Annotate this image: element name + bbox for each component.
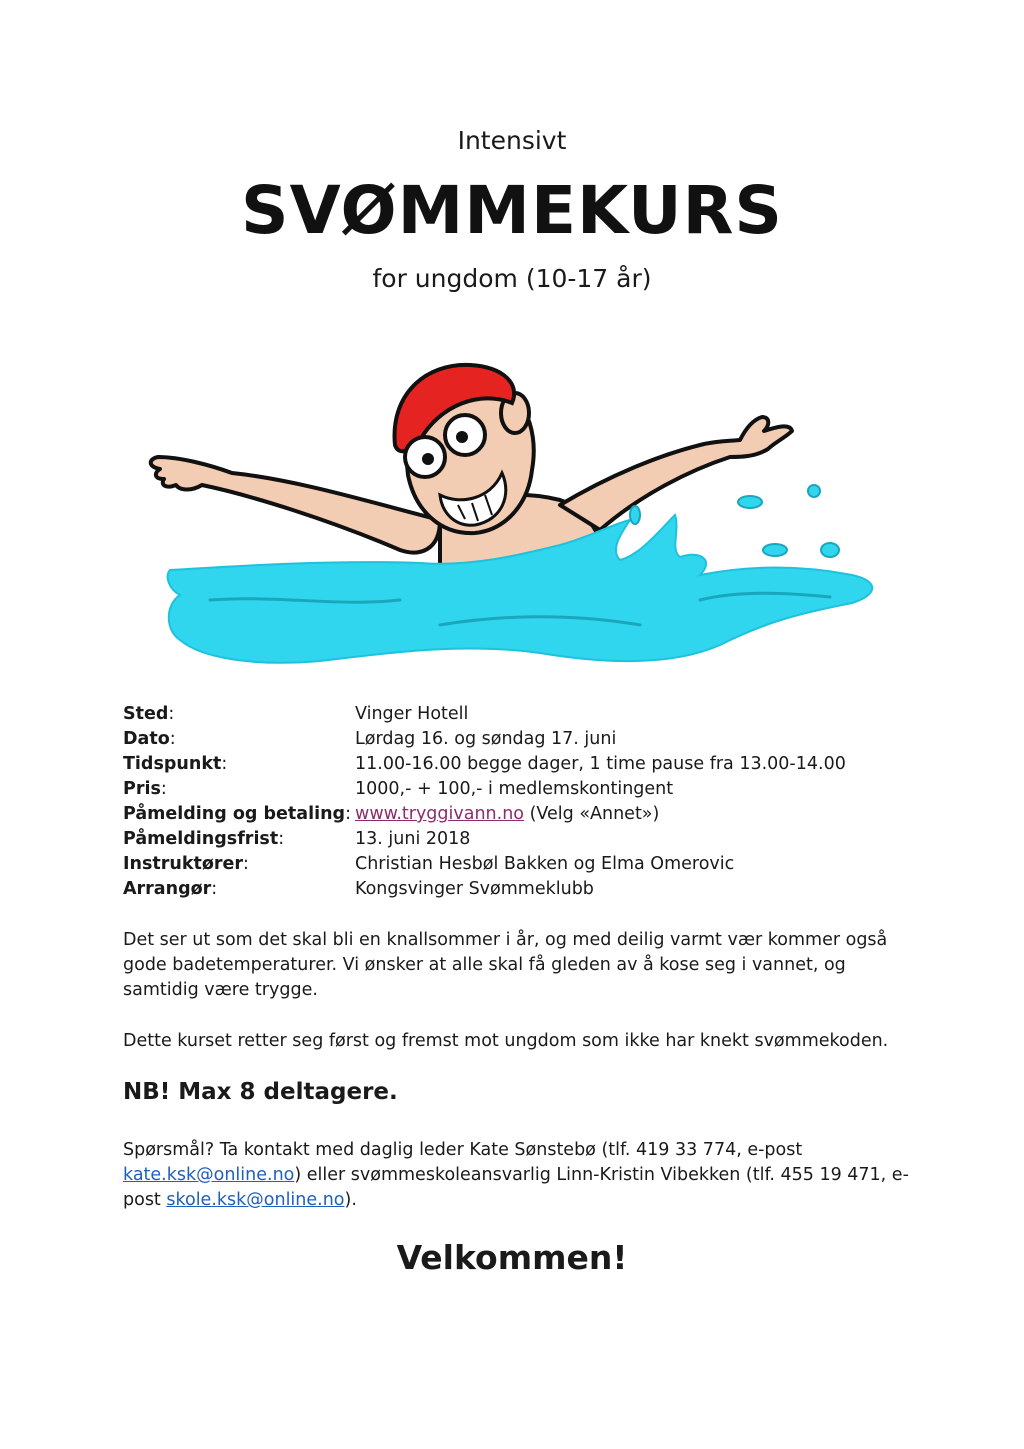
intro-paragraph: Det ser ut som det skal bli en knallsommer i år, og med deilig varmt vær kommer også gode badetemperaturer. Vi ønsker at alle skal få gleden av å kose seg i vannet, og samtidig være trygge. [123, 930, 888, 1000]
info-row-dato: Dato: Lørdag 16. og søndag 17. juni [123, 727, 923, 752]
info-label: Påmelding og betaling [123, 804, 346, 824]
info-row-instruktorer: Instruktører: Christian Hesbøl Bakken og Elma Omerovic [123, 852, 923, 877]
contact-paragraph [123, 1138, 913, 1213]
water-drop [763, 544, 787, 556]
subtitle: for ungdom (10-17 år) [372, 264, 652, 293]
swimmer-left-arm [151, 457, 440, 552]
info-value: 11.00-16.00 begge dager, 1 time pause fra 13.00-14.00 [355, 754, 846, 774]
info-row-pamelding: Påmelding og betaling: www.tryggivann.no (Velg «Annet») [123, 804, 660, 824]
info-label: Tidspunkt [123, 754, 222, 774]
water-drop [808, 485, 820, 497]
info-row-pris: Pris: 1000,- + 100,- i medlemskontingent [123, 777, 923, 802]
info-row-frist: Påmeldingsfrist: 13. juni 2018 [123, 827, 923, 852]
nb-notice: NB! Max 8 deltagere. [123, 1079, 398, 1105]
info-value: Christian Hesbøl Bakken og Elma Omerovic [355, 854, 735, 874]
email-link-skole[interactable]: skole.ksk@online.no [166, 1190, 345, 1210]
info-value: 1000,- + 100,- i medlemskontingent [355, 779, 674, 799]
swimmer-right-arm [560, 417, 792, 530]
info-label: Påmeldingsfrist [123, 829, 279, 849]
info-row-tidspunkt: Tidspunkt: 11.00-16.00 begge dager, 1 time pause fra 13.00-14.00 [123, 752, 923, 777]
target-paragraph: Dette kurset retter seg først og fremst mot ungdom som ikke har knekt svømmekoden. [123, 1031, 889, 1051]
water-drop [738, 496, 762, 508]
info-row-sted: Sted: Vinger Hotell [123, 702, 923, 727]
info-value: (Velg «Annet») [524, 804, 660, 824]
info-label: Sted [123, 704, 169, 724]
contact-text: ) eller svømmeskoleansvarlig Linn-Kristin Vibekken (tlf. 455 19 471, e-post [123, 1165, 909, 1210]
info-value: 13. juni 2018 [355, 829, 471, 849]
email-link-kate[interactable]: kate.ksk@online.no [123, 1165, 295, 1185]
event-info-list [123, 702, 923, 902]
water-drop [630, 506, 640, 524]
water-drop [821, 543, 839, 557]
welcome-heading: Velkommen! [396, 1238, 628, 1277]
info-value: Lørdag 16. og søndag 17. juni [355, 729, 617, 749]
info-label: Dato [123, 729, 170, 749]
info-value: Vinger Hotell [355, 704, 469, 724]
info-value: Kongsvinger Svømmeklubb [355, 879, 594, 899]
pre-title: Intensivt [457, 126, 567, 155]
info-label: Pris [123, 779, 161, 799]
registration-link[interactable]: www.tryggivann.no [355, 804, 525, 824]
page-title: SVØMMEKURS [241, 172, 783, 249]
swimmer-illustration-icon [140, 345, 890, 675]
contact-text: Spørsmål? Ta kontakt med daglig leder Kate Sønstebø (tlf. 419 33 774, e-post [123, 1140, 803, 1160]
contact-text: ). [344, 1190, 357, 1210]
info-row-arrangor: Arrangør: Kongsvinger Svømmeklubb [123, 877, 923, 902]
info-label: Arrangør [123, 879, 212, 899]
info-label: Instruktører [123, 854, 243, 874]
